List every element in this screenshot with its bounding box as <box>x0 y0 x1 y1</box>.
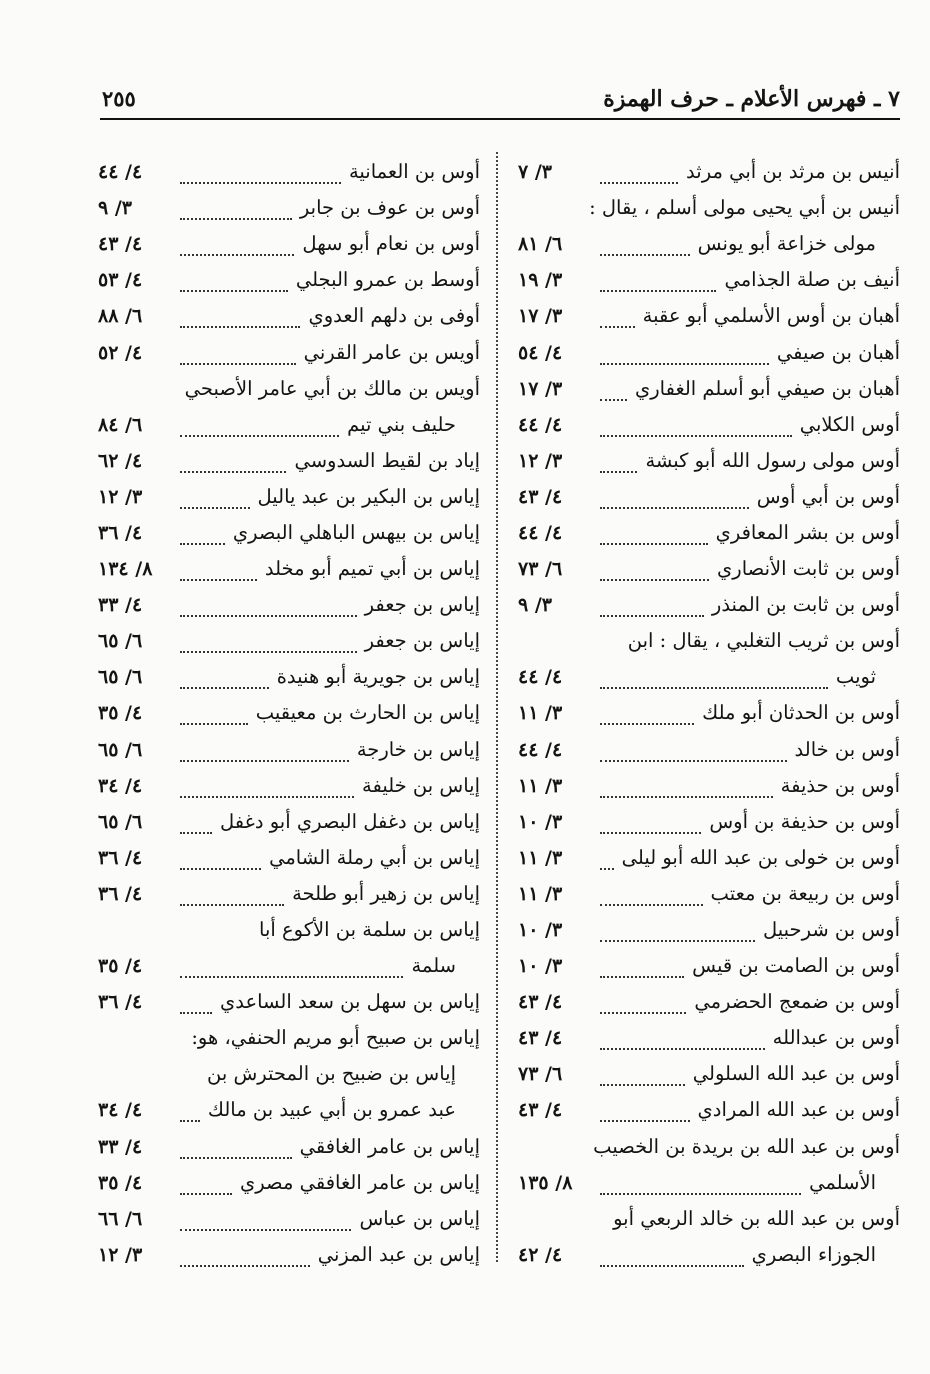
entry-name: إياس بن البكير بن عبد ياليل <box>257 484 480 508</box>
entry-reference: ٤/ ٤٢ <box>518 1243 563 1266</box>
dot-leader <box>180 810 212 834</box>
dot-leader <box>600 990 686 1014</box>
entry-name: أوس بن شرحبيل <box>763 918 900 942</box>
entry-name: أوس بن حذيفة بن أوس <box>709 809 900 833</box>
index-entry <box>518 840 900 876</box>
dot-leader <box>180 1171 232 1195</box>
running-title: ٧ ـ فهرس الأعلام ـ حرف الهمزة <box>603 86 900 112</box>
entry-reference: ٤/ ٣٤ <box>98 774 143 797</box>
index-entry <box>518 1092 900 1128</box>
index-entry <box>98 479 480 515</box>
entry-reference: ٤/ ٦٢ <box>98 449 143 472</box>
entry-name: الجوزاء البصري <box>751 1242 876 1266</box>
entry-name: الأسلمي <box>809 1170 876 1194</box>
page-number: ٢٥٥ <box>102 86 136 111</box>
index-entry <box>518 1020 900 1056</box>
entry-name: إياس بن عامر الغافقي مصري <box>240 1170 480 1194</box>
index-entry <box>518 407 900 443</box>
dot-leader <box>600 1098 690 1122</box>
index-entry <box>98 262 480 298</box>
index-entry <box>98 407 480 443</box>
dot-leader <box>180 774 354 798</box>
index-entry <box>98 984 480 1020</box>
entry-name: إياس بن جويرية أبو هنيدة <box>276 665 480 689</box>
entry-reference: ٤/ ٥٤ <box>518 341 563 364</box>
entry-reference: ٤/ ٣٣ <box>98 594 143 617</box>
entry-name: إياس بن الحارث بن معيقيب <box>255 701 480 725</box>
entry-name: أنيس بن مرثد بن أبي مرثد <box>686 160 900 184</box>
index-entry <box>98 371 480 407</box>
index-entry <box>98 912 480 948</box>
entry-name: أنيف بن صلة الجذامي <box>724 268 900 292</box>
dot-leader <box>600 738 787 762</box>
index-entry <box>98 948 480 984</box>
entry-reference: ٣/ ١٢ <box>98 485 143 508</box>
index-entry <box>518 479 900 515</box>
entry-name: إياس بن جعفر <box>364 629 480 653</box>
entry-reference: ٤/ ٣٥ <box>98 702 143 725</box>
entry-reference: ٦/ ٨٤ <box>98 413 143 436</box>
entry-reference: ٣/ ١١ <box>518 774 563 797</box>
dot-leader <box>600 1171 801 1195</box>
entry-reference: ٤/ ٣٣ <box>98 1135 143 1158</box>
dot-leader <box>180 701 248 725</box>
index-entry <box>98 732 480 768</box>
dot-leader <box>180 449 286 473</box>
header-rule <box>100 118 900 120</box>
index-entry <box>98 768 480 804</box>
dot-leader <box>600 1062 685 1086</box>
entry-reference: ٣/ ١٠ <box>518 919 563 942</box>
index-entry <box>98 876 480 912</box>
dot-leader <box>600 304 635 328</box>
index-entry <box>518 1165 900 1201</box>
index-entry <box>518 587 900 623</box>
entry-name: أوس بن عبد الله بن بريدة بن الخصيب <box>593 1134 900 1158</box>
entry-name: أوس بن عبدالله <box>772 1026 900 1050</box>
entry-reference: ٤/ ٣٦ <box>98 521 143 544</box>
index-entry <box>518 659 900 695</box>
dot-leader <box>180 304 300 328</box>
dot-leader <box>600 954 684 978</box>
dot-leader <box>600 810 701 834</box>
dot-leader <box>180 341 296 365</box>
entry-reference: ٨/ ١٣٥ <box>518 1171 573 1194</box>
dot-leader <box>180 846 261 870</box>
entry-name: أوس بن أبي أوس <box>756 484 900 508</box>
entry-name: إياس بن دغفل البصري أبو دغفل <box>220 809 480 833</box>
entry-reference: ٤/ ٣٦ <box>98 882 143 905</box>
dot-leader <box>600 846 614 870</box>
index-entry <box>518 154 900 190</box>
entry-reference: ٤/ ٤٣ <box>518 485 563 508</box>
index-entry <box>98 334 480 370</box>
entry-name: أوس بن حذيفة <box>780 773 900 797</box>
index-entry <box>98 840 480 876</box>
entry-reference: ٦/ ٦٥ <box>98 666 143 689</box>
index-entry <box>518 371 900 407</box>
entry-name: عبد عمرو بن أبي عبيد بن مالك <box>207 1098 456 1122</box>
entry-reference: ٦/ ٧٣ <box>518 558 563 581</box>
entry-name: أوس بن خالد <box>794 737 900 761</box>
entry-name: إياس بن بيهس الباهلي البصري <box>232 520 480 544</box>
entry-reference: ٤/ ٣٥ <box>98 1171 143 1194</box>
index-entry <box>518 804 900 840</box>
dot-leader <box>180 485 250 509</box>
index-entry <box>98 1165 480 1201</box>
entry-reference: ٤/ ٣٥ <box>98 955 143 978</box>
index-entry <box>518 515 900 551</box>
entry-name: أوس بن العمانية <box>348 160 480 184</box>
entry-reference: ٣/ ١٢ <box>98 1243 143 1266</box>
index-entry <box>98 298 480 334</box>
dot-leader <box>180 268 288 292</box>
index-entry <box>518 695 900 731</box>
index-entry <box>98 1092 480 1128</box>
entry-name: أوس بن ضمعج الحضرمي <box>694 990 900 1014</box>
entry-reference: ٣/ ١١ <box>518 846 563 869</box>
entry-reference: ٣/ ٩ <box>518 594 552 617</box>
index-entry <box>518 984 900 1020</box>
entry-name: أوس بن الصامت بن قيس <box>692 954 900 978</box>
dot-leader <box>600 341 769 365</box>
entry-name: أوس بن عوف بن جابر <box>299 196 480 220</box>
entry-name: أوس الكلابي <box>799 412 900 436</box>
entry-reference: ٤/ ٤٤ <box>518 666 563 689</box>
entry-name: أوس بن عبد الله بن خالد الربعي أبو <box>613 1206 900 1230</box>
dot-leader <box>180 593 357 617</box>
index-entry <box>518 298 900 334</box>
entry-reference: ٣/ ٩ <box>98 197 132 220</box>
dot-leader <box>180 232 294 256</box>
entry-name: إياس بن عبد المزني <box>317 1242 480 1266</box>
entry-reference: ٤/ ٤٣ <box>98 233 143 256</box>
dot-leader <box>600 232 690 256</box>
entry-name: إياس بن عامر الغافقي <box>299 1134 480 1158</box>
entry-name: أوس بن خولى بن عبد الله أبو ليلى <box>621 845 900 869</box>
index-entry <box>98 551 480 587</box>
entry-name: إياس بن خليفة <box>362 773 480 797</box>
entry-name: أوس بن عبد الله السلولي <box>692 1062 900 1086</box>
entry-reference: ٤/ ٤٤ <box>518 413 563 436</box>
dot-leader <box>180 629 357 653</box>
dot-leader <box>180 521 225 545</box>
entry-name: إياس بن خارجة <box>356 737 480 761</box>
entry-reference: ٤/ ٣٤ <box>98 1099 143 1122</box>
index-entry <box>518 948 900 984</box>
entry-reference: ٦/ ٧٣ <box>518 1063 563 1086</box>
dot-leader <box>180 882 284 906</box>
dot-leader <box>180 160 341 184</box>
entry-name: أوس بن ربيعة بن معتب <box>710 881 900 905</box>
entry-reference: ٣/ ٧ <box>518 161 552 184</box>
dot-leader <box>600 593 704 617</box>
dot-leader <box>180 196 292 220</box>
index-entry <box>518 912 900 948</box>
dot-leader <box>600 918 755 942</box>
dot-leader <box>180 954 403 978</box>
index-entry <box>518 876 900 912</box>
entry-name: إياس بن عباس <box>359 1206 480 1230</box>
entry-name: أويس بن عامر القرني <box>303 340 480 364</box>
index-entry <box>518 623 900 659</box>
entry-reference: ٤/ ٥٣ <box>98 269 143 292</box>
index-entry <box>518 768 900 804</box>
dot-leader <box>600 882 703 906</box>
entry-reference: ٣/ ١١ <box>518 882 563 905</box>
index-entry <box>518 190 900 226</box>
entry-reference: ٤/ ٣٦ <box>98 846 143 869</box>
index-entry <box>98 1129 480 1165</box>
dot-leader <box>600 413 792 437</box>
index-column-right <box>518 154 900 1273</box>
entry-name: أنيس بن أبي يحيى مولى أسلم ، يقال : <box>589 196 900 220</box>
index-entry <box>98 154 480 190</box>
dot-leader <box>180 1098 200 1122</box>
index-entry <box>98 587 480 623</box>
entry-name: إياس بن جعفر <box>364 593 480 617</box>
index-column-left <box>98 154 480 1273</box>
entry-name: سلمة <box>411 954 456 978</box>
entry-reference: ٣/ ١٢ <box>518 449 563 472</box>
dot-leader <box>180 1243 310 1267</box>
entry-reference: ٤/ ٣٦ <box>98 991 143 1014</box>
dot-leader <box>600 521 708 545</box>
entry-reference: ٣/ ١٧ <box>518 305 563 328</box>
entry-name: إياس بن ضبيح بن المحترش بن <box>207 1062 456 1086</box>
entry-reference: ٤/ ٤٣ <box>518 991 563 1014</box>
index-entry <box>98 623 480 659</box>
entry-name: أوس بن بشر المعافري <box>715 520 900 544</box>
dot-leader <box>600 449 637 473</box>
entry-name: أوس مولى رسول الله أبو كبشة <box>645 448 900 472</box>
entry-name: أوسط بن عمرو البجلي <box>295 268 480 292</box>
entry-reference: ٦/ ٦٥ <box>98 810 143 833</box>
dot-leader <box>600 774 773 798</box>
page-header <box>100 84 900 120</box>
entry-name: أوس بن ثابت الأنصاري <box>717 557 900 581</box>
dot-leader <box>180 1135 292 1159</box>
dot-leader <box>600 665 828 689</box>
entry-reference: ٦/ ٦٦ <box>98 1207 143 1230</box>
entry-reference: ٨/ ١٣٤ <box>98 558 153 581</box>
entry-name: إياس بن سلمة بن الأكوع أبا <box>259 918 480 942</box>
dot-leader <box>180 990 212 1014</box>
entry-name: حليف بني تيم <box>347 412 456 436</box>
index-entry <box>98 1020 480 1056</box>
entry-name: أويس بن مالك بن أبي عامر الأصبحي <box>184 376 480 400</box>
dot-leader <box>600 160 678 184</box>
entry-name: إياس بن أبي رملة الشامي <box>269 845 480 869</box>
entry-reference: ٤/ ٤٣ <box>518 1099 563 1122</box>
dot-leader <box>600 701 694 725</box>
index-entry <box>518 1129 900 1165</box>
entry-reference: ٦/ ٨٨ <box>98 305 143 328</box>
entry-reference: ٤/ ٥٢ <box>98 341 143 364</box>
dot-leader <box>600 268 716 292</box>
entry-name: إياد بن لقيط السدوسي <box>294 448 480 472</box>
entry-name: أوس بن ثريب التغلبي ، يقال : ابن <box>627 629 900 653</box>
entry-name: أهبان بن أوس الأسلمي أبو عقبة <box>642 304 900 328</box>
index-entry <box>518 262 900 298</box>
entry-name: أوس بن نعام أبو سهل <box>302 232 480 256</box>
index-entry <box>518 1056 900 1092</box>
entry-reference: ٦/ ٦٥ <box>98 630 143 653</box>
index-entry <box>98 1237 480 1273</box>
entry-name: مولى خزاعة أبو يونس <box>697 232 876 256</box>
index-entry <box>98 659 480 695</box>
index-entry <box>518 1201 900 1237</box>
index-entry <box>518 1237 900 1273</box>
entry-name: أوس بن ثابت بن المنذر <box>711 593 900 617</box>
entry-name: إياس بن زهير أبو طلحة <box>292 881 480 905</box>
dot-leader <box>600 377 627 401</box>
entry-reference: ٦/ ٨١ <box>518 233 563 256</box>
index-entry <box>98 695 480 731</box>
index-entry <box>98 226 480 262</box>
entry-reference: ٣/ ١١ <box>518 702 563 725</box>
index-entry <box>518 732 900 768</box>
entry-name: إياس بن صبيح أبو مريم الحنفي، هو: <box>191 1026 480 1050</box>
index-entry <box>98 1201 480 1237</box>
entry-name: إياس بن أبي تميم أبو مخلد <box>264 557 480 581</box>
dot-leader <box>180 738 349 762</box>
entry-name: أهبان بن صيفي أبو أسلم الغفاري <box>634 376 900 400</box>
dot-leader <box>180 557 257 581</box>
entry-name: أهبان بن صيفي <box>776 340 900 364</box>
entry-reference: ٤/ ٤٤ <box>98 161 143 184</box>
entry-reference: ٦/ ٦٥ <box>98 738 143 761</box>
index-entry <box>98 190 480 226</box>
index-entry <box>98 443 480 479</box>
entry-name: أوس بن الحدثان أبو ملك <box>702 701 900 725</box>
entry-reference: ٣/ ١٩ <box>518 269 563 292</box>
entry-name: أوفى بن دلهم العدوي <box>308 304 480 328</box>
entry-name: إياس بن سهل بن سعد الساعدي <box>219 990 480 1014</box>
index-entry <box>98 515 480 551</box>
index-entry <box>98 804 480 840</box>
index-entry <box>518 443 900 479</box>
entry-reference: ٤/ ٤٣ <box>518 1027 563 1050</box>
dot-leader <box>600 485 749 509</box>
entry-name: أوس بن عبد الله المرادي <box>697 1098 900 1122</box>
dot-leader <box>180 665 269 689</box>
index-entry <box>518 334 900 370</box>
entry-reference: ٣/ ١٧ <box>518 377 563 400</box>
dot-leader <box>180 413 339 437</box>
dot-leader <box>600 1243 744 1267</box>
index-entry <box>518 551 900 587</box>
entry-name: ثويب <box>835 665 876 689</box>
dot-leader <box>600 1026 765 1050</box>
column-divider <box>496 152 498 1262</box>
index-entry <box>98 1056 480 1092</box>
entry-reference: ٣/ ١٠ <box>518 810 563 833</box>
entry-reference: ٤/ ٤٤ <box>518 738 563 761</box>
index-entry <box>518 226 900 262</box>
dot-leader <box>600 557 709 581</box>
dot-leader <box>180 1207 351 1231</box>
entry-reference: ٣/ ١٠ <box>518 955 563 978</box>
entry-reference: ٤/ ٤٤ <box>518 521 563 544</box>
